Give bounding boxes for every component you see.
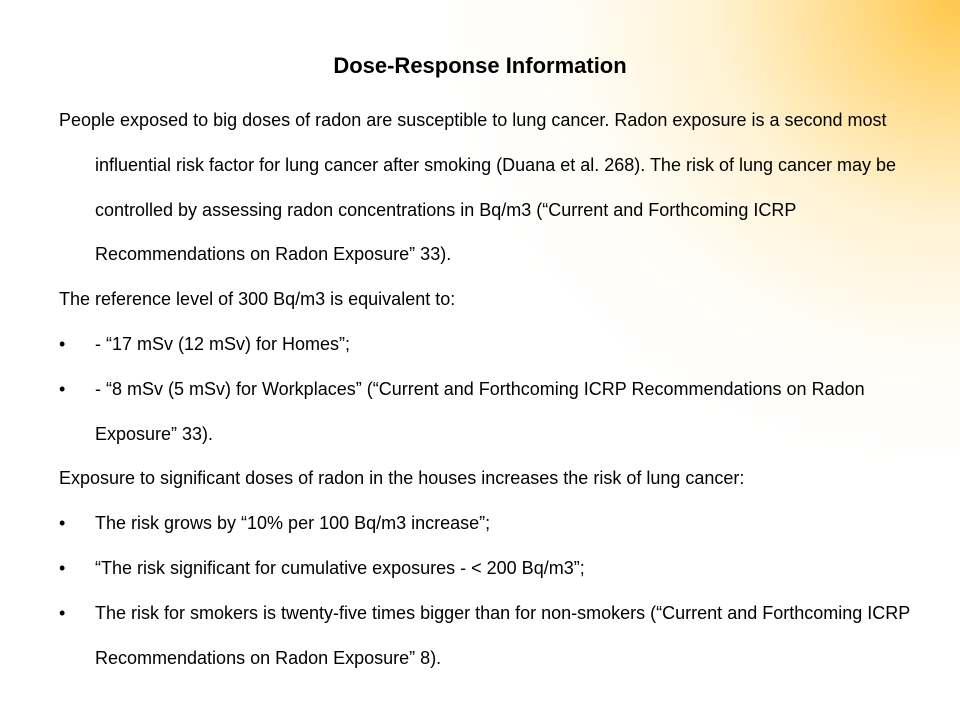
paragraph-exposure-risk: Exposure to significant doses of radon in the houses increases the risk of lung cancer: <box>59 468 745 489</box>
slide-title: Dose-Response Information <box>333 53 627 78</box>
list-item-text: The risk grows by “10% per 100 Bq/m3 increase”; <box>95 513 491 534</box>
list-item <box>59 546 919 591</box>
list-item-text: - “8 mSv (5 mSv) for Workplaces” (“Current and Forthcoming ICRP Recommendations on Radon Exposure” 33). <box>95 378 865 444</box>
list-item-text: The risk for smokers is twenty-five times bigger than for non-smokers (“Current and Forthcoming ICRP Recommendations on Radon Exposure” 8). <box>95 602 910 668</box>
paragraph-reference-level: The reference level of 300 Bq/m3 is equivalent to: <box>59 289 456 310</box>
list-item <box>59 367 919 457</box>
list-item-text: - “17 mSv (12 mSv) for Homes”; <box>95 333 351 354</box>
bullet-dot-icon: • <box>59 513 66 534</box>
bullet-dot-icon: • <box>59 378 66 399</box>
list-item <box>59 322 919 367</box>
list-item <box>59 501 919 546</box>
list-item-text: “The risk significant for cumulative exposures - < 200 Bq/m3”; <box>95 557 585 578</box>
list-item <box>59 591 919 681</box>
bullet-dot-icon: • <box>59 557 66 578</box>
paragraph-radon-intro: People exposed to big doses of radon are susceptible to lung cancer. Radon exposure is a second most influential risk factor for lung cancer after smoking (Duana et al. 268). The risk of lung cancer may be controlled by assessing radon concentrations in Bq/m3 (“Current and Forthcoming ICRP Recommendations on Radon Exposure” 33). <box>59 110 897 265</box>
slide-content <box>59 98 919 680</box>
bullet-dot-icon: • <box>59 602 66 623</box>
bullet-dot-icon: • <box>59 333 66 354</box>
